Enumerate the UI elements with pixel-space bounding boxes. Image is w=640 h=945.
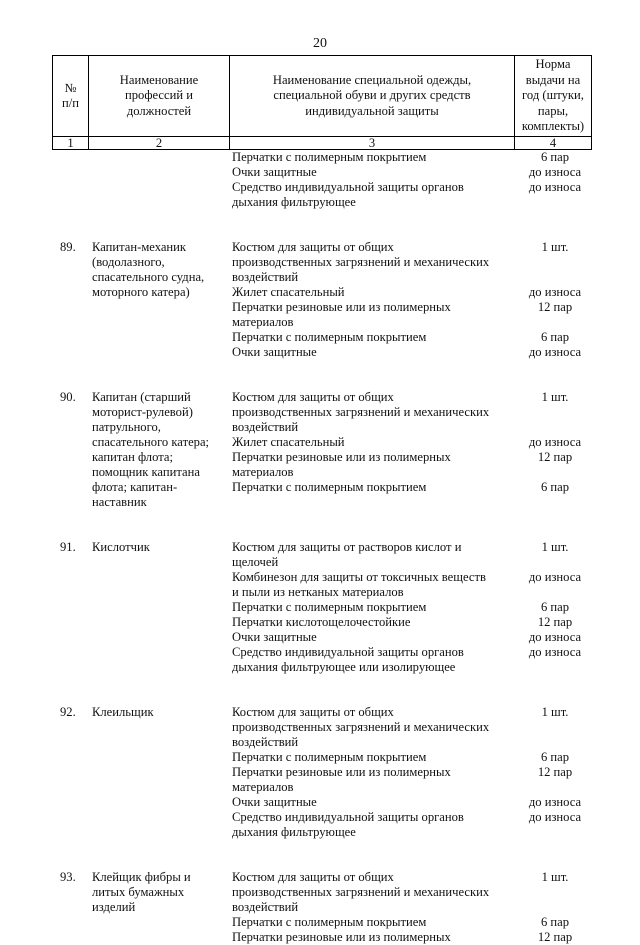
entry-norm: 1 шт. [541, 240, 569, 254]
entry-norm: до износа [528, 795, 582, 809]
entry-norm: 12 пар [537, 450, 573, 464]
continuation-norm: до износа [528, 165, 582, 179]
entry-number: 89. [60, 240, 76, 254]
entry-item-text: Костюм для защиты от общих [232, 870, 394, 884]
entry-item-text: Костюм для защиты от общих [232, 240, 394, 254]
entry-item-text: материалов [232, 780, 294, 794]
header-num-2: 2 [89, 136, 230, 150]
entry-profession: патрульного, [92, 420, 161, 434]
entry-item-text: Комбинезон для защиты от токсичных веществ [232, 570, 486, 584]
continuation-item-text: дыхания фильтрующее [232, 195, 356, 209]
entry-item-text: воздействий [232, 900, 299, 914]
entry-profession: спасательного судна, [92, 270, 205, 284]
entry-item-text: дыхания фильтрующее [232, 825, 356, 839]
page-number: 20 [313, 36, 327, 51]
continuation-norm: до износа [528, 180, 582, 194]
entry-profession: моторист-рулевой) [92, 405, 193, 419]
header-col-norm: Норма выдачи на год (штуки, пары, комплекты) [521, 57, 585, 134]
entry-profession: Капитан-механик [92, 240, 187, 254]
entry-norm: 6 пар [540, 915, 570, 929]
entry-profession: Клеильщик [92, 705, 154, 719]
entry-item-text: и пыли из нетканых материалов [232, 585, 404, 599]
entry-norm: 12 пар [537, 765, 573, 779]
entry-norm: до износа [528, 435, 582, 449]
entry-norm: 6 пар [540, 330, 570, 344]
entry-item-text: Перчатки резиновые или из полимерных [232, 930, 451, 944]
table-header [52, 55, 592, 150]
entry-norm: 6 пар [540, 600, 570, 614]
entry-item-text: воздействий [232, 420, 299, 434]
entry-item-text: Костюм для защиты от растворов кислот и [232, 540, 462, 554]
entry-number: 91. [60, 540, 76, 554]
entry-norm: 6 пар [540, 750, 570, 764]
entry-item-text: Жилет спасательный [232, 435, 345, 449]
entry-item-text: Жилет спасательный [232, 285, 345, 299]
entry-profession: спасательного катера; [92, 435, 210, 449]
entry-norm: до износа [528, 345, 582, 359]
entry-number: 93. [60, 870, 76, 884]
header-col-profession: Наименование профессий и должностей [89, 56, 230, 136]
continuation-norm: 6 пар [540, 150, 570, 164]
entry-norm: 1 шт. [541, 705, 569, 719]
entry-item-text: воздействий [232, 735, 299, 749]
header-col-equipment: Наименование специальной одежды, специальной обуви и других средств индивидуальной защиты [230, 56, 515, 136]
entry-item-text: Средство индивидуальной защиты органов [232, 810, 464, 824]
entry-item-text: Очки защитные [232, 795, 317, 809]
entry-norm: 1 шт. [541, 870, 569, 884]
entry-norm: 1 шт. [541, 390, 569, 404]
entry-item-text: Перчатки резиновые или из полимерных [232, 300, 451, 314]
entry-profession: (водолазного, [92, 255, 165, 269]
entry-item-text: Средство индивидуальной защиты органов [232, 645, 464, 659]
header-num-4: 4 [515, 136, 591, 150]
entry-item-text: Перчатки с полимерным покрытием [232, 480, 427, 494]
entry-norm: 12 пар [537, 930, 573, 944]
entry-norm: 12 пар [537, 300, 573, 314]
entry-number: 90. [60, 390, 76, 404]
entry-norm: до износа [528, 810, 582, 824]
entry-item-text: Перчатки с полимерным покрытием [232, 600, 427, 614]
entry-item-text: Перчатки резиновые или из полимерных [232, 765, 451, 779]
entry-item-text: Перчатки резиновые или из полимерных [232, 450, 451, 464]
entry-profession: наставник [92, 495, 147, 509]
header-num-1: 1 [53, 136, 89, 150]
continuation-item-text: Перчатки с полимерным покрытием [232, 150, 427, 164]
entry-norm: до износа [528, 630, 582, 644]
entry-item-text: Перчатки с полимерным покрытием [232, 750, 427, 764]
entry-norm: 1 шт. [541, 540, 569, 554]
entry-norm: до износа [528, 645, 582, 659]
entry-profession: капитан флота; [92, 450, 173, 464]
entry-item-text: Перчатки с полимерным покрытием [232, 330, 427, 344]
entry-item-text: производственных загрязнений и механических [232, 255, 490, 269]
entry-norm: до износа [528, 570, 582, 584]
entry-item-text: Костюм для защиты от общих [232, 390, 394, 404]
entry-item-text: производственных загрязнений и механических [232, 405, 490, 419]
entry-item-text: Костюм для защиты от общих [232, 705, 394, 719]
entry-profession: помощник капитана [92, 465, 200, 479]
entry-item-text: производственных загрязнений и механических [232, 720, 490, 734]
entry-profession: изделий [92, 900, 136, 914]
entry-norm: 12 пар [537, 615, 573, 629]
entry-item-text: Перчатки с полимерным покрытием [232, 915, 427, 929]
entry-item-text: дыхания фильтрующее или изолирующее [232, 660, 456, 674]
entry-item-text: Перчатки кислотощелочестойкие [232, 615, 411, 629]
entry-profession: Капитан (старший [92, 390, 191, 404]
entry-item-text: щелочей [232, 555, 279, 569]
continuation-item-text: Средство индивидуальной защиты органов [232, 180, 464, 194]
entry-item-text: Очки защитные [232, 345, 317, 359]
header-num-3: 3 [230, 136, 515, 150]
header-col-number: № п/п [53, 56, 89, 136]
entry-profession: моторного катера) [92, 285, 190, 299]
entry-item-text: материалов [232, 315, 294, 329]
entry-item-text: воздействий [232, 270, 299, 284]
entry-number: 92. [60, 705, 76, 719]
entry-profession: флота; капитан- [92, 480, 178, 494]
entry-norm: 6 пар [540, 480, 570, 494]
entry-item-text: производственных загрязнений и механических [232, 885, 490, 899]
entry-profession: литых бумажных [92, 885, 185, 899]
entry-item-text: материалов [232, 465, 294, 479]
entry-profession: Кислотчик [92, 540, 150, 554]
continuation-item-text: Очки защитные [232, 165, 317, 179]
entry-item-text: Очки защитные [232, 630, 317, 644]
entry-norm: до износа [528, 285, 582, 299]
entry-profession: Клейщик фибры и [92, 870, 191, 884]
